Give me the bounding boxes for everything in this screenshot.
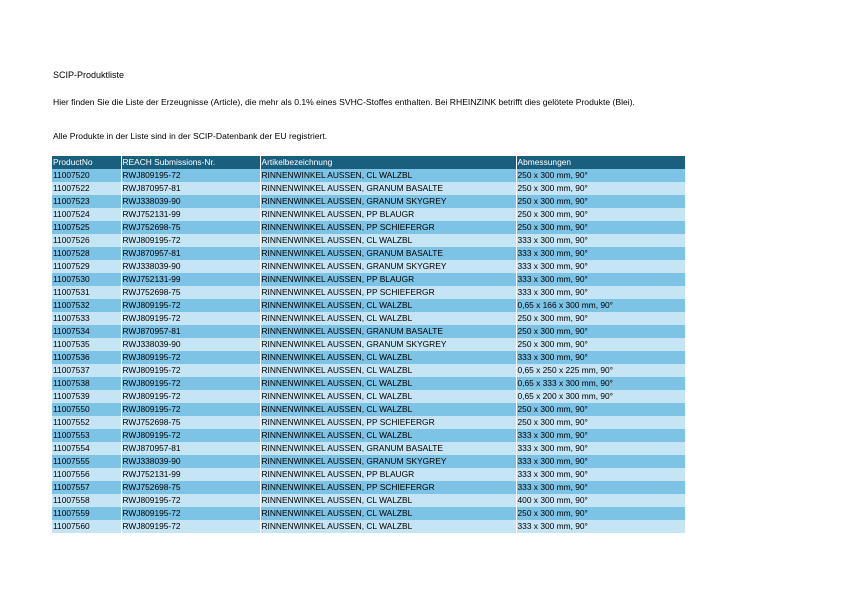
cell-product-no: 11007553 <box>52 429 121 442</box>
table-row <box>52 442 685 455</box>
cell-product-no: 11007524 <box>52 208 121 221</box>
cell-reach-submission-no: RWJ870957-81 <box>121 325 260 338</box>
table-row <box>52 403 685 416</box>
table-row <box>52 364 685 377</box>
cell-reach-submission-no: RWJ870957-81 <box>121 442 260 455</box>
cell-article-name: RINNENWINKEL AUSSEN, CL WALZBL <box>260 403 516 416</box>
cell-dimensions: 250 x 300 mm, 90° <box>516 169 685 182</box>
table-row <box>52 195 685 208</box>
cell-dimensions: 250 x 300 mm, 90° <box>516 403 685 416</box>
cell-dimensions: 333 x 300 mm, 90° <box>516 481 685 494</box>
cell-reach-submission-no: RWJ809195-72 <box>121 312 260 325</box>
cell-dimensions: 0,65 x 333 x 300 mm, 90° <box>516 377 685 390</box>
cell-article-name: RINNENWINKEL AUSSEN, PP SCHIEFERGR <box>260 286 516 299</box>
cell-article-name: RINNENWINKEL AUSSEN, PP BLAUGR <box>260 208 516 221</box>
cell-product-no: 11007555 <box>52 455 121 468</box>
cell-reach-submission-no: RWJ870957-81 <box>121 247 260 260</box>
cell-product-no: 11007520 <box>52 169 121 182</box>
cell-article-name: RINNENWINKEL AUSSEN, PP SCHIEFERGR <box>260 416 516 429</box>
cell-article-name: RINNENWINKEL AUSSEN, CL WALZBL <box>260 351 516 364</box>
table-row <box>52 377 685 390</box>
cell-article-name: RINNENWINKEL AUSSEN, CL WALZBL <box>260 507 516 520</box>
cell-product-no: 11007526 <box>52 234 121 247</box>
cell-reach-submission-no: RWJ809195-72 <box>121 507 260 520</box>
cell-reach-submission-no: RWJ809195-72 <box>121 299 260 312</box>
cell-product-no: 11007535 <box>52 338 121 351</box>
table-row <box>52 351 685 364</box>
table-row <box>52 338 685 351</box>
cell-article-name: RINNENWINKEL AUSSEN, CL WALZBL <box>260 364 516 377</box>
cell-article-name: RINNENWINKEL AUSSEN, PP BLAUGR <box>260 468 516 481</box>
cell-product-no: 11007528 <box>52 247 121 260</box>
cell-reach-submission-no: RWJ809195-72 <box>121 377 260 390</box>
cell-dimensions: 333 x 300 mm, 90° <box>516 520 685 533</box>
cell-article-name: RINNENWINKEL AUSSEN, PP SCHIEFERGR <box>260 481 516 494</box>
cell-product-no: 11007534 <box>52 325 121 338</box>
cell-article-name: RINNENWINKEL AUSSEN, GRANUM BASALTE <box>260 325 516 338</box>
cell-article-name: RINNENWINKEL AUSSEN, CL WALZBL <box>260 234 516 247</box>
cell-dimensions: 333 x 300 mm, 90° <box>516 455 685 468</box>
table-row <box>52 507 685 520</box>
page-title: SCIP-Produktliste <box>53 70 125 80</box>
cell-reach-submission-no: RWJ752698-75 <box>121 481 260 494</box>
cell-reach-submission-no: RWJ809195-72 <box>121 403 260 416</box>
cell-article-name: RINNENWINKEL AUSSEN, GRANUM BASALTE <box>260 182 516 195</box>
cell-product-no: 11007554 <box>52 442 121 455</box>
cell-dimensions: 333 x 300 mm, 90° <box>516 286 685 299</box>
header-reach-submission-no: REACH Submissions-Nr. <box>121 156 260 169</box>
cell-product-no: 11007532 <box>52 299 121 312</box>
table-row <box>52 260 685 273</box>
table-row <box>52 286 685 299</box>
cell-product-no: 11007523 <box>52 195 121 208</box>
cell-product-no: 11007560 <box>52 520 121 533</box>
cell-dimensions: 250 x 300 mm, 90° <box>516 182 685 195</box>
cell-article-name: RINNENWINKEL AUSSEN, GRANUM BASALTE <box>260 442 516 455</box>
cell-dimensions: 333 x 300 mm, 90° <box>516 234 685 247</box>
registration-note: Alle Produkte in der Liste sind in der SCIP-Datenbank der EU registriert. <box>53 131 328 141</box>
cell-product-no: 11007529 <box>52 260 121 273</box>
table-row <box>52 273 685 286</box>
cell-product-no: 11007557 <box>52 481 121 494</box>
cell-dimensions: 250 x 300 mm, 90° <box>516 312 685 325</box>
cell-reach-submission-no: RWJ809195-72 <box>121 169 260 182</box>
cell-article-name: RINNENWINKEL AUSSEN, GRANUM SKYGREY <box>260 338 516 351</box>
cell-reach-submission-no: RWJ752131-99 <box>121 208 260 221</box>
cell-product-no: 11007550 <box>52 403 121 416</box>
cell-reach-submission-no: RWJ809195-72 <box>121 390 260 403</box>
cell-reach-submission-no: RWJ809195-72 <box>121 520 260 533</box>
table-row <box>52 299 685 312</box>
cell-dimensions: 250 x 300 mm, 90° <box>516 325 685 338</box>
cell-reach-submission-no: RWJ809195-72 <box>121 351 260 364</box>
cell-dimensions: 333 x 300 mm, 90° <box>516 429 685 442</box>
cell-article-name: RINNENWINKEL AUSSEN, CL WALZBL <box>260 390 516 403</box>
cell-dimensions: 250 x 300 mm, 90° <box>516 221 685 234</box>
table-row <box>52 390 685 403</box>
cell-product-no: 11007558 <box>52 494 121 507</box>
cell-article-name: RINNENWINKEL AUSSEN, GRANUM SKYGREY <box>260 195 516 208</box>
cell-reach-submission-no: RWJ752131-99 <box>121 273 260 286</box>
table-row <box>52 429 685 442</box>
table-row <box>52 182 685 195</box>
cell-article-name: RINNENWINKEL AUSSEN, PP SCHIEFERGR <box>260 221 516 234</box>
cell-reach-submission-no: RWJ338039-90 <box>121 455 260 468</box>
cell-dimensions: 333 x 300 mm, 90° <box>516 468 685 481</box>
table-row <box>52 520 685 533</box>
cell-article-name: RINNENWINKEL AUSSEN, CL WALZBL <box>260 377 516 390</box>
cell-dimensions: 0,65 x 200 x 300 mm, 90° <box>516 390 685 403</box>
cell-dimensions: 333 x 300 mm, 90° <box>516 260 685 273</box>
cell-reach-submission-no: RWJ752698-75 <box>121 221 260 234</box>
header-article-name: Artikelbezeichnung <box>260 156 516 169</box>
table-row <box>52 221 685 234</box>
cell-reach-submission-no: RWJ338039-90 <box>121 338 260 351</box>
table-header-row <box>52 156 685 169</box>
table-row <box>52 234 685 247</box>
cell-article-name: RINNENWINKEL AUSSEN, CL WALZBL <box>260 312 516 325</box>
cell-reach-submission-no: RWJ338039-90 <box>121 260 260 273</box>
cell-product-no: 11007552 <box>52 416 121 429</box>
table-row <box>52 312 685 325</box>
cell-article-name: RINNENWINKEL AUSSEN, GRANUM SKYGREY <box>260 455 516 468</box>
header-dimensions: Abmessungen <box>516 156 685 169</box>
cell-product-no: 11007537 <box>52 364 121 377</box>
table-row <box>52 208 685 221</box>
table-row <box>52 416 685 429</box>
scip-product-table <box>52 156 685 533</box>
cell-product-no: 11007522 <box>52 182 121 195</box>
cell-product-no: 11007539 <box>52 390 121 403</box>
cell-dimensions: 333 x 300 mm, 90° <box>516 247 685 260</box>
cell-dimensions: 333 x 300 mm, 90° <box>516 442 685 455</box>
cell-article-name: RINNENWINKEL AUSSEN, CL WALZBL <box>260 494 516 507</box>
table-row <box>52 247 685 260</box>
cell-product-no: 11007559 <box>52 507 121 520</box>
cell-dimensions: 250 x 300 mm, 90° <box>516 208 685 221</box>
cell-product-no: 11007536 <box>52 351 121 364</box>
cell-product-no: 11007525 <box>52 221 121 234</box>
cell-article-name: RINNENWINKEL AUSSEN, CL WALZBL <box>260 520 516 533</box>
cell-dimensions: 250 x 300 mm, 90° <box>516 416 685 429</box>
cell-article-name: RINNENWINKEL AUSSEN, GRANUM SKYGREY <box>260 260 516 273</box>
cell-article-name: RINNENWINKEL AUSSEN, CL WALZBL <box>260 429 516 442</box>
table-body <box>52 169 685 533</box>
cell-dimensions: 250 x 300 mm, 90° <box>516 338 685 351</box>
cell-reach-submission-no: RWJ752131-99 <box>121 468 260 481</box>
cell-reach-submission-no: RWJ809195-72 <box>121 494 260 507</box>
cell-dimensions: 0,65 x 250 x 225 mm, 90° <box>516 364 685 377</box>
intro-paragraph: Hier finden Sie die Liste der Erzeugnisse (Article), die mehr als 0.1% eines SVHC-Stoffes enthalten. Bei RHEINZINK betrifft dies gelötete Produkte (Blei). <box>53 97 635 107</box>
cell-dimensions: 0,65 x 166 x 300 mm, 90° <box>516 299 685 312</box>
table-row <box>52 169 685 182</box>
cell-article-name: RINNENWINKEL AUSSEN, CL WALZBL <box>260 299 516 312</box>
table-row <box>52 481 685 494</box>
table-row <box>52 494 685 507</box>
cell-reach-submission-no: RWJ338039-90 <box>121 195 260 208</box>
cell-reach-submission-no: RWJ809195-72 <box>121 364 260 377</box>
cell-product-no: 11007531 <box>52 286 121 299</box>
cell-product-no: 11007533 <box>52 312 121 325</box>
cell-article-name: RINNENWINKEL AUSSEN, GRANUM BASALTE <box>260 247 516 260</box>
cell-reach-submission-no: RWJ752698-75 <box>121 416 260 429</box>
cell-article-name: RINNENWINKEL AUSSEN, PP BLAUGR <box>260 273 516 286</box>
cell-dimensions: 400 x 300 mm, 90° <box>516 494 685 507</box>
cell-reach-submission-no: RWJ752698-75 <box>121 286 260 299</box>
cell-dimensions: 333 x 300 mm, 90° <box>516 273 685 286</box>
cell-product-no: 11007556 <box>52 468 121 481</box>
cell-product-no: 11007530 <box>52 273 121 286</box>
cell-dimensions: 250 x 300 mm, 90° <box>516 195 685 208</box>
table-row <box>52 455 685 468</box>
cell-dimensions: 333 x 300 mm, 90° <box>516 351 685 364</box>
table-row <box>52 468 685 481</box>
table-row <box>52 325 685 338</box>
cell-reach-submission-no: RWJ809195-72 <box>121 234 260 247</box>
cell-product-no: 11007538 <box>52 377 121 390</box>
cell-article-name: RINNENWINKEL AUSSEN, CL WALZBL <box>260 169 516 182</box>
cell-reach-submission-no: RWJ809195-72 <box>121 429 260 442</box>
header-product-no: ProductNo <box>52 156 121 169</box>
cell-dimensions: 250 x 300 mm, 90° <box>516 507 685 520</box>
cell-reach-submission-no: RWJ870957-81 <box>121 182 260 195</box>
